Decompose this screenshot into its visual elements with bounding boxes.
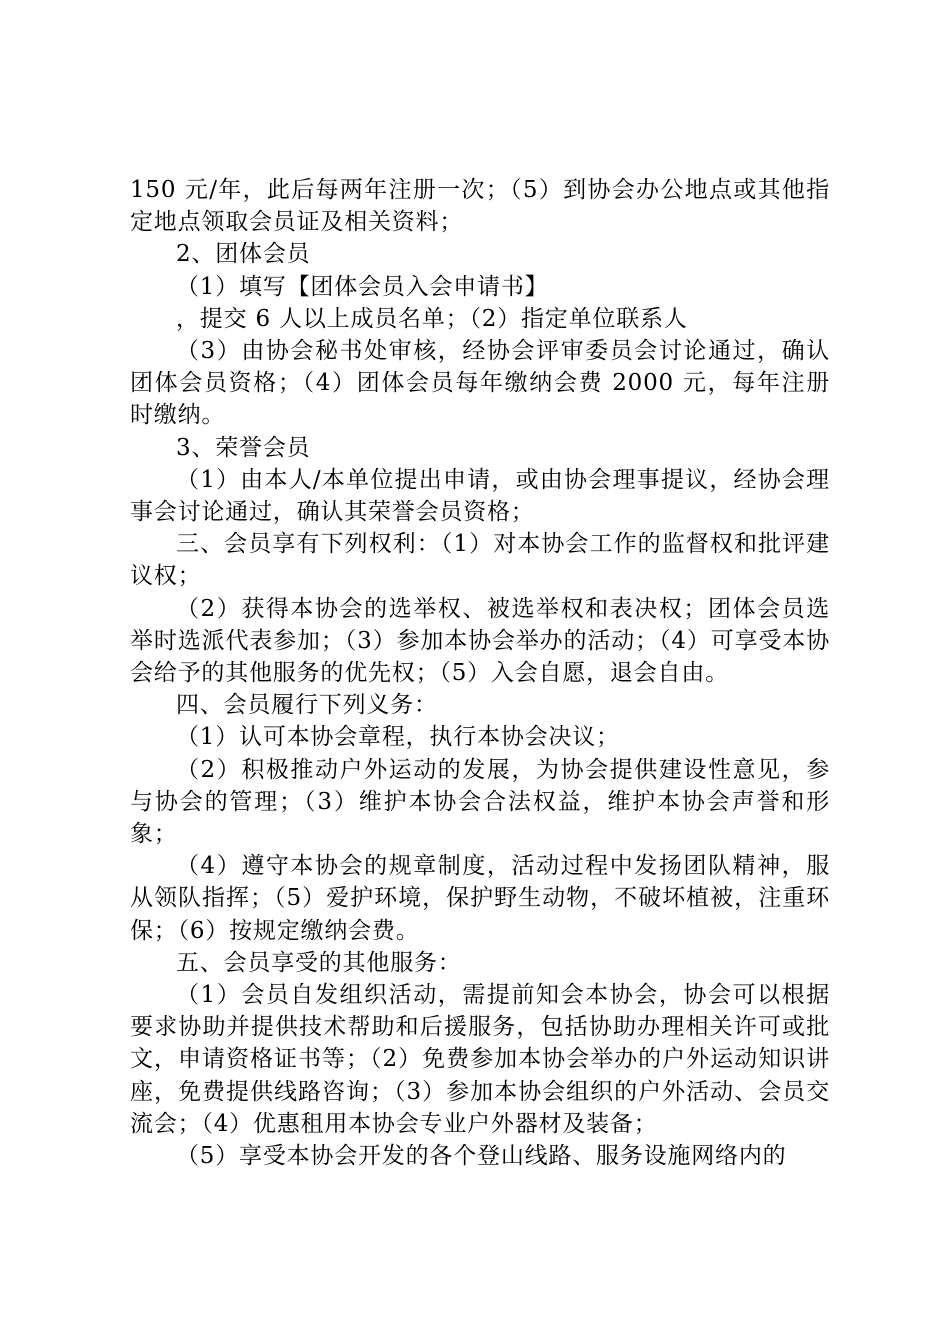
- heading-group-member: 2、团体会员: [176, 241, 311, 268]
- paragraph-member-list: ，提交 6 人以上成员名单；（2）指定单位联系人: [176, 305, 688, 332]
- paragraph-honorary-application: （1）由本人/本单位提出申请，或由协会理事提议，经协会理事会讨论通过，确认其荣誉会员资格；: [130, 466, 830, 526]
- paragraph-group-review: （3）由协会秘书处审核，经协会评审委员会讨论通过，确认团体会员资格；（4）团体会员每年缴纳会费 2000 元，每年注册时缴纳。: [130, 338, 830, 429]
- paragraph-obligation-rules: （4）遵守本协会的规章制度，活动过程中发扬团队精神，服从领队指挥；（5）爱护环境，保护野生动物，不破坏植被，注重环保；（6）按规定缴纳会费。: [130, 853, 830, 944]
- paragraph-obligation-charter: （1）认可本协会章程，执行本协会决议；: [176, 724, 620, 751]
- paragraph-services-routes: （5）享受本协会开发的各个登山线路、服务设施网络内的: [176, 1143, 787, 1170]
- heading-other-services: 五、会员享受的其他服务：: [176, 949, 462, 976]
- paragraph-member-rights-details: （2）获得本协会的选举权、被选举权和表决权；团体会员选举时选派代表参加；（3）参加本协会举办的活动；（4）可享受本协会给予的其他服务的优先权；（5）入会自愿，退会自由。: [130, 595, 830, 687]
- heading-honorary-member: 3、荣誉会员: [176, 434, 311, 461]
- paragraph-group-application-form: （1）填写【团体会员入会申请书】: [176, 273, 549, 300]
- paragraph-member-rights: 三、会员享有下列权利：（1）对本协会工作的监督权和批评建议权；: [130, 531, 830, 590]
- paragraph-obligation-promote: （2）积极推动户外运动的发展，为协会提供建设性意见，参与协会的管理；（3）维护本协会合法权益，维护本协会声誉和形象；: [130, 756, 830, 848]
- document-body: [130, 174, 830, 1172]
- heading-member-obligations: 四、会员履行下列义务：: [176, 692, 438, 719]
- paragraph-registration-fee: 150 元/年，此后每两年注册一次；（5）到协会办公地点或其他指定地点领取会员证及相关资料；: [130, 177, 830, 236]
- paragraph-services-details: （1）会员自发组织活动，需提前知会本协会，协会可以根据要求协助并提供技术帮助和后援服务，包括协助办理相关许可或批文，申请资格证书等；（2）免费参加本协会举办的户外运动知识讲座，免费提供线路咨询；（3）参加本协会组织的户外活动、会员交流会；（4）优惠租用本协会专业户外器材及装备；: [130, 982, 830, 1137]
